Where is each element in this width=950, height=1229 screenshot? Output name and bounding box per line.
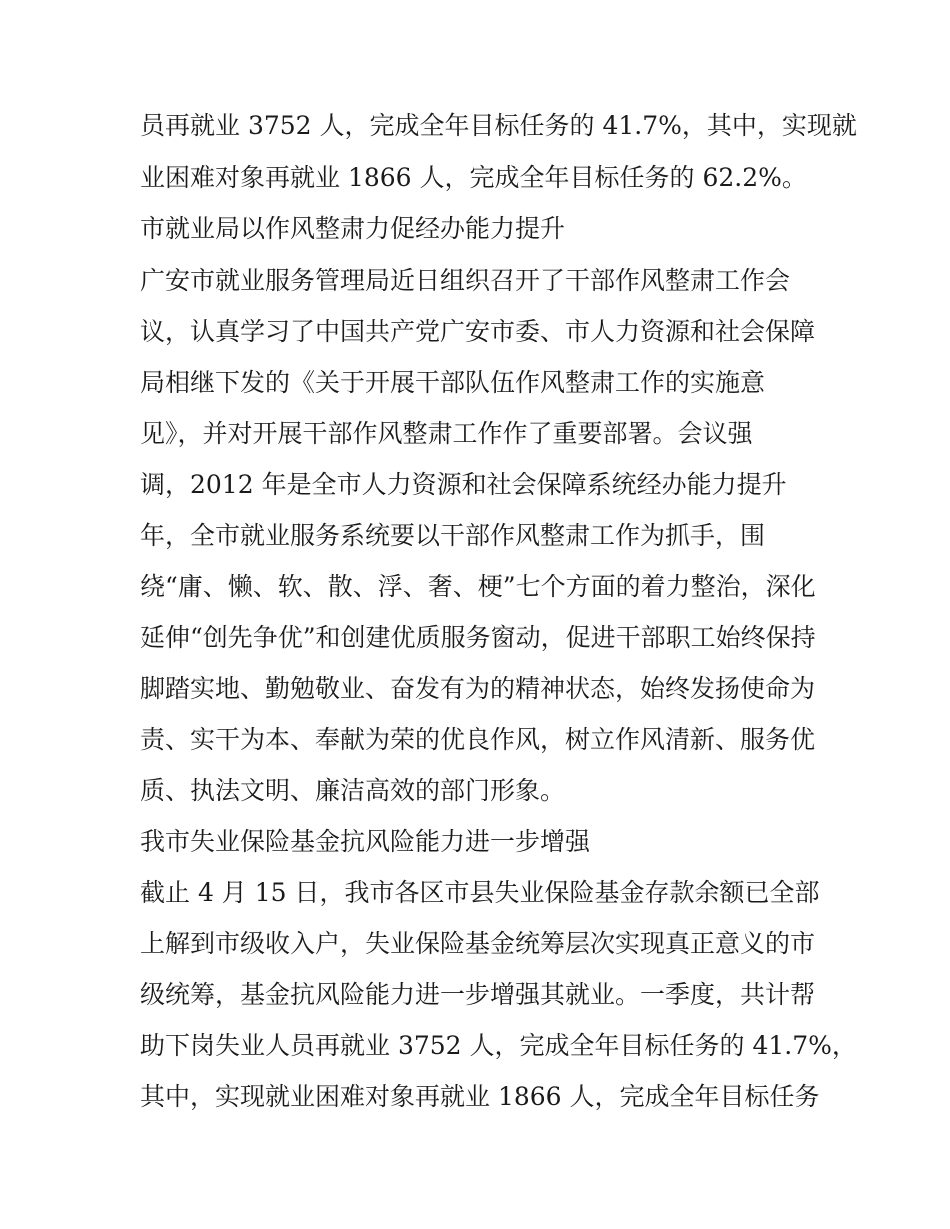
section-heading: 市就业局以作风整肃力促经办能力提升: [140, 214, 566, 243]
text-line: 级统筹，基金抗风险能力进一步增强其就业。一季度，共计帮: [140, 980, 816, 1009]
text-line: 绕“庸、懒、软、散、浮、奢、梗”七个方面的着力整治，深化: [140, 572, 816, 601]
text-line: 其中，实现就业困难对象再就业 1866 人，完成全年目标任务: [140, 1082, 820, 1111]
text-line: 年，全市就业服务系统要以干部作风整肃工作为抓手，围: [140, 521, 766, 550]
section-heading: 我市失业保险基金抗风险能力进一步增强: [140, 827, 591, 856]
text-line: 上解到市级收入户，失业保险基金统筹层次实现真正意义的市: [140, 929, 816, 958]
text-line: 业困难对象再就业 1866 人，完成全年目标任务的 62.2%。: [140, 163, 807, 192]
text-line: 助下岗失业人员再就业 3752 人，完成全年目标任务的 41.7%，: [140, 1031, 857, 1060]
text-line: 广安市就业服务管理局近日组织召开了干部作风整肃工作会: [140, 266, 791, 295]
text-line: 局相继下发的《关于开展干部队伍作风整肃工作的实施意: [140, 368, 766, 397]
text-line: 质、执法文明、廉洁高效的部门形象。: [140, 776, 566, 805]
text-line: 责、实干为本、奉献为荣的优良作风，树立作风清新、服务优: [140, 725, 816, 754]
text-line: 脚踏实地、勤勉敬业、奋发有为的精神状态，始终发扬使命为: [140, 674, 816, 703]
text-line: 员再就业 3752 人，完成全年目标任务的 41.7%，其中，实现就: [140, 111, 857, 140]
text-line: 见》，并对开展干部作风整肃工作作了重要部署。会议强: [140, 419, 753, 448]
text-line: 截止 4 月 15 日，我市各区市县失业保险基金存款余额已全部: [140, 878, 820, 907]
text-line: 议，认真学习了中国共产党广安市委、市人力资源和社会保障: [140, 317, 816, 346]
text-line: 调，2012 年是全市人力资源和社会保障系统经办能力提升: [140, 470, 787, 499]
text-line: 延伸“创先争优”和创建优质服务窗动，促进干部职工始终保持: [140, 623, 816, 652]
